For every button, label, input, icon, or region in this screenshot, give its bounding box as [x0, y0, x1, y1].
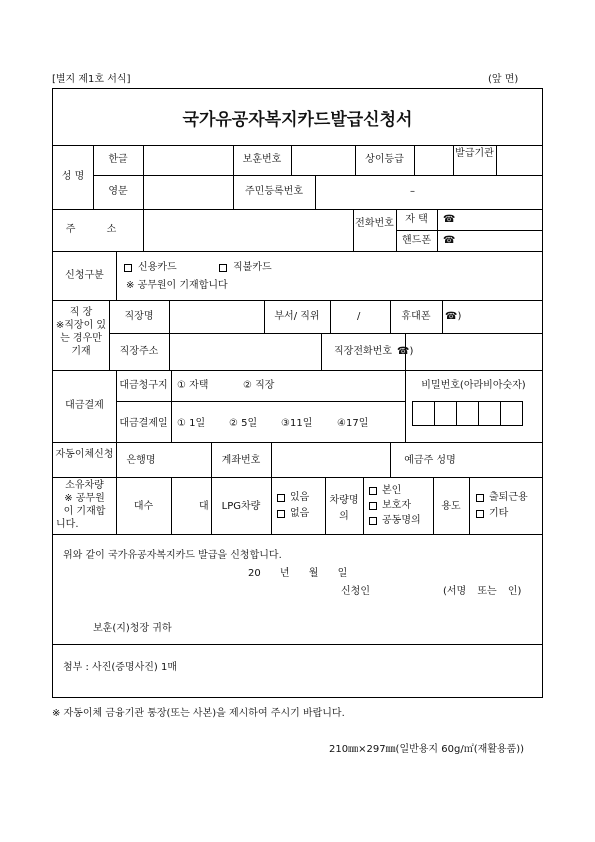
workplace-note-3: 기재: [71, 346, 91, 357]
divider: [171, 370, 172, 442]
declaration-text: 위와 같이 국가유공자복지카드 발급을 신청합니다.: [63, 550, 282, 561]
account-label: 계좌번호: [221, 455, 261, 466]
workplace-name-field[interactable]: [170, 304, 263, 330]
divider: [53, 370, 542, 371]
divider: [171, 477, 172, 534]
usage-label: 용도: [441, 501, 461, 512]
footer-note: ※ 자동이체 금융기관 통장(또는 사본)을 제시하여 주시기 바랍니다.: [52, 708, 345, 719]
application-type-label: 신청구분: [65, 270, 104, 281]
pin-label: 비밀번호(아라비아숫자): [421, 380, 526, 391]
vehicle-label: 소유차량: [65, 480, 104, 491]
lpg-no-checkbox[interactable]: [277, 510, 285, 518]
pin-digit-1[interactable]: [412, 401, 435, 426]
credit-card-label: 신용카드: [138, 262, 177, 273]
mobile-label: 핸드폰: [402, 235, 431, 246]
divider: [53, 644, 542, 645]
addressee: 보훈(지)청장 귀하: [93, 623, 172, 634]
dept-field[interactable]: /: [357, 311, 361, 322]
usage-commute-checkbox[interactable]: [476, 494, 484, 502]
attachment-note: 첨부 : 사진(증명사진) 1매: [63, 662, 178, 673]
work-phone-label: 직장전화번호: [334, 346, 392, 357]
workplace-note-1: ※직장이 있: [55, 320, 107, 331]
owner-guardian-label: 보호자: [382, 500, 411, 511]
lpg-yes-checkbox[interactable]: [277, 494, 285, 502]
divider: [116, 251, 117, 300]
issuer-field[interactable]: [497, 149, 541, 173]
owner-self-checkbox[interactable]: [369, 487, 377, 495]
signature-label[interactable]: (서명 또는 인): [443, 586, 522, 597]
bank-field[interactable]: [167, 447, 210, 473]
divider: [363, 477, 364, 534]
divider: [442, 300, 443, 333]
owner-joint-label: 공동명의: [382, 515, 421, 526]
owner-joint-checkbox[interactable]: [369, 517, 377, 525]
injury-grade-label: 상이등급: [365, 154, 404, 165]
page-side-label: (앞 면): [488, 74, 519, 85]
divider: [53, 251, 542, 252]
usage-commute-label: 출퇴근용: [489, 492, 528, 503]
pin-digit-3[interactable]: [456, 401, 479, 426]
owner-guardian-checkbox[interactable]: [369, 502, 377, 510]
hangul-name-field[interactable]: [144, 149, 232, 173]
declaration-date[interactable]: 20 년 월 일: [248, 568, 348, 579]
divider: [93, 175, 542, 176]
owner-self-label: 본인: [382, 485, 402, 496]
phone-label: 전화번호: [355, 218, 394, 229]
divider: [53, 442, 542, 443]
vehicle-owner-label: 차량명의: [329, 495, 359, 522]
address-field[interactable]: [144, 213, 352, 247]
pin-digit-2[interactable]: [434, 401, 457, 426]
workplace-address-field[interactable]: [170, 339, 320, 365]
divider: [53, 534, 542, 535]
resident-no-label: 주민등록번호: [245, 186, 303, 197]
veteran-no-field[interactable]: [292, 149, 354, 173]
vehicle-note-1: ※ 공무원: [64, 493, 105, 504]
payment-day-1[interactable]: ① 1일: [177, 418, 206, 429]
vehicle-count-unit: 대: [199, 501, 209, 512]
form-title: 국가유공자복지카드발급신청서: [182, 109, 413, 130]
work-mobile-label: 휴대폰: [401, 311, 431, 322]
autopay-label: 자동이체신청: [55, 449, 114, 460]
divider: [271, 477, 272, 534]
usage-other-label: 기타: [489, 508, 509, 519]
lpg-no-label: 없음: [290, 508, 310, 519]
work-mobile-field[interactable]: ☎): [445, 311, 462, 322]
pin-digit-4[interactable]: [478, 401, 501, 426]
dept-label: 부서/ 직위: [274, 311, 320, 322]
home-phone-field[interactable]: ☎: [443, 214, 456, 225]
vehicle-note-2: 이 기재합: [63, 506, 106, 517]
divider: [109, 333, 542, 334]
account-field[interactable]: [272, 447, 389, 473]
divider: [469, 477, 470, 534]
lpg-yes-label: 있음: [290, 492, 310, 503]
mobile-field[interactable]: ☎: [443, 235, 456, 246]
hangul-label: 한글: [108, 154, 128, 165]
workplace-note-2: 는 경우만: [60, 333, 102, 344]
official-note: ※ 공무원이 기재합니다: [126, 280, 228, 291]
payment-label: 대금결제: [65, 400, 104, 411]
usage-other-checkbox[interactable]: [476, 510, 484, 518]
payment-day-11[interactable]: ③11일: [281, 418, 313, 429]
divider: [315, 175, 316, 209]
billing-address-label: 대금청구지: [119, 380, 168, 391]
payment-day-label: 대금결제일: [119, 418, 168, 429]
divider: [437, 209, 438, 251]
divider: [330, 300, 331, 333]
workplace-name-label: 직장명: [124, 311, 154, 322]
holder-label: 예금주 성명: [404, 455, 456, 466]
workplace-address-label: 직장주소: [119, 346, 159, 357]
lpg-label: LPG차량: [221, 501, 261, 512]
divider: [53, 145, 542, 146]
address-label: 주 소: [65, 224, 131, 235]
debit-card-label: 직불카드: [233, 262, 272, 273]
vehicle-count-label: 대수: [133, 501, 154, 512]
vehicle-note-3: 니다.: [56, 519, 79, 530]
debit-card-checkbox[interactable]: [219, 264, 227, 272]
issuer-label: 발급기관: [455, 148, 494, 159]
billing-opt-home[interactable]: ① 자택: [177, 380, 209, 391]
bank-label: 은행명: [126, 455, 156, 466]
billing-opt-work[interactable]: ② 직장: [243, 380, 275, 391]
english-name-field[interactable]: [144, 179, 232, 205]
paper-size-note: 210㎜×297㎜(일반용지 60g/㎡(재활용품)): [329, 744, 525, 755]
home-phone-label: 자 택: [405, 214, 428, 225]
applicant-label: 신청인: [341, 586, 370, 597]
application-form: [52, 88, 543, 698]
name-label: 성 명: [61, 171, 85, 182]
holder-field[interactable]: [471, 447, 541, 473]
payment-day-17[interactable]: ④17일: [337, 418, 369, 429]
payment-day-5[interactable]: ② 5일: [229, 418, 258, 429]
form-number: [별지 제1호 서식]: [52, 74, 131, 85]
credit-card-checkbox[interactable]: [124, 264, 132, 272]
english-label: 영문: [108, 186, 128, 197]
divider: [116, 401, 405, 402]
resident-no-field[interactable]: –: [410, 186, 415, 197]
work-phone-field[interactable]: ☎): [397, 346, 414, 357]
divider: [396, 230, 542, 231]
pin-digit-5[interactable]: [500, 401, 523, 426]
workplace-label: 직 장: [69, 307, 93, 318]
divider: [53, 209, 542, 210]
injury-grade-field[interactable]: [415, 149, 452, 173]
veteran-no-label: 보훈번호: [242, 154, 282, 165]
divider: [53, 300, 542, 301]
